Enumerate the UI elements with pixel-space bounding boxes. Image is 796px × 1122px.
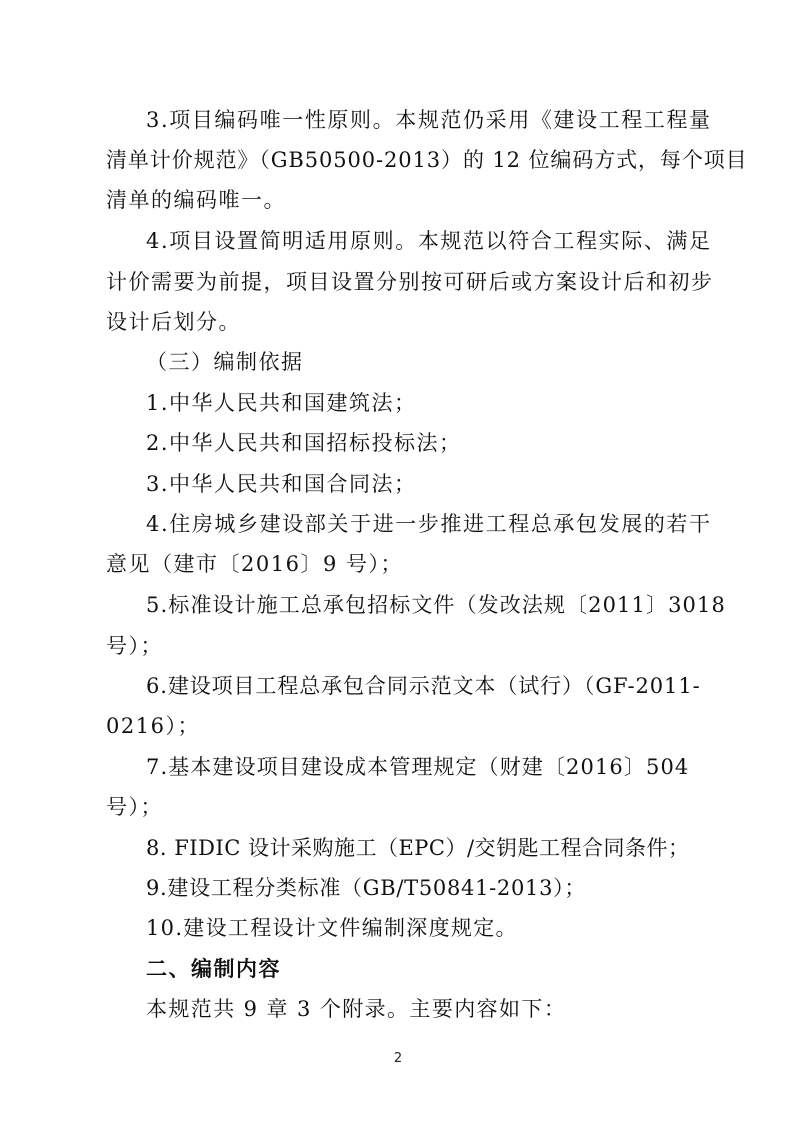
list-item-continued: 0216）；: [106, 714, 200, 738]
list-item: 3.中华人民共和国合同法；: [146, 472, 417, 496]
list-item: 1.中华人民共和国建筑法；: [146, 391, 417, 415]
list-item-continued: 号）；: [106, 795, 163, 819]
list-item: 2.中华人民共和国招标投标法；: [146, 431, 462, 455]
list-item: 8. FIDIC 设计采购施工（EPC）/交钥匙工程合同条件；: [146, 836, 690, 860]
text-line: 设计后划分。: [106, 310, 241, 334]
text-line: 计价需要为前提，项目设置分别按可研后或方案设计后和初步: [106, 270, 714, 294]
list-item: 7.基本建设项目建设成本管理规定（财建〔2016〕504: [146, 755, 690, 779]
list-item: 10.建设工程设计文件编制深度规定。: [146, 916, 518, 940]
list-item: 9.建设工程分类标准（GB/T50841-2013）；: [146, 876, 587, 900]
text-line: 本规范共 9 章 3 个附录。主要内容如下：: [146, 997, 567, 1021]
text-line: 清单的编码唯一。: [106, 188, 286, 212]
section-heading: （三）编制依据: [146, 350, 304, 374]
list-item: 5.标准设计施工总承包招标文件（发改法规〔2011〕3018: [146, 593, 726, 617]
list-item: 4.住房城乡建设部关于进一步推进工程总承包发展的若干: [146, 512, 712, 536]
chapter-heading: 二、编制内容: [146, 957, 281, 981]
text-line: 3.项目编码唯一性原则。本规范仍采用《建设工程工程量: [146, 108, 712, 132]
list-item-continued: 号）；: [106, 634, 163, 658]
list-item: 6.建设项目工程总承包合同示范文本（试行）（GF-2011-: [146, 674, 701, 698]
text-line: 清单计价规范》（GB50500-2013）的 12 位编码方式，每个项目: [106, 148, 748, 172]
text-line: 4.项目设置简明适用原则。本规范以符合工程实际、满足: [146, 229, 712, 253]
list-item-continued: 意见（建市〔2016〕9 号）；: [106, 552, 403, 576]
page-number: 2: [393, 1051, 403, 1066]
